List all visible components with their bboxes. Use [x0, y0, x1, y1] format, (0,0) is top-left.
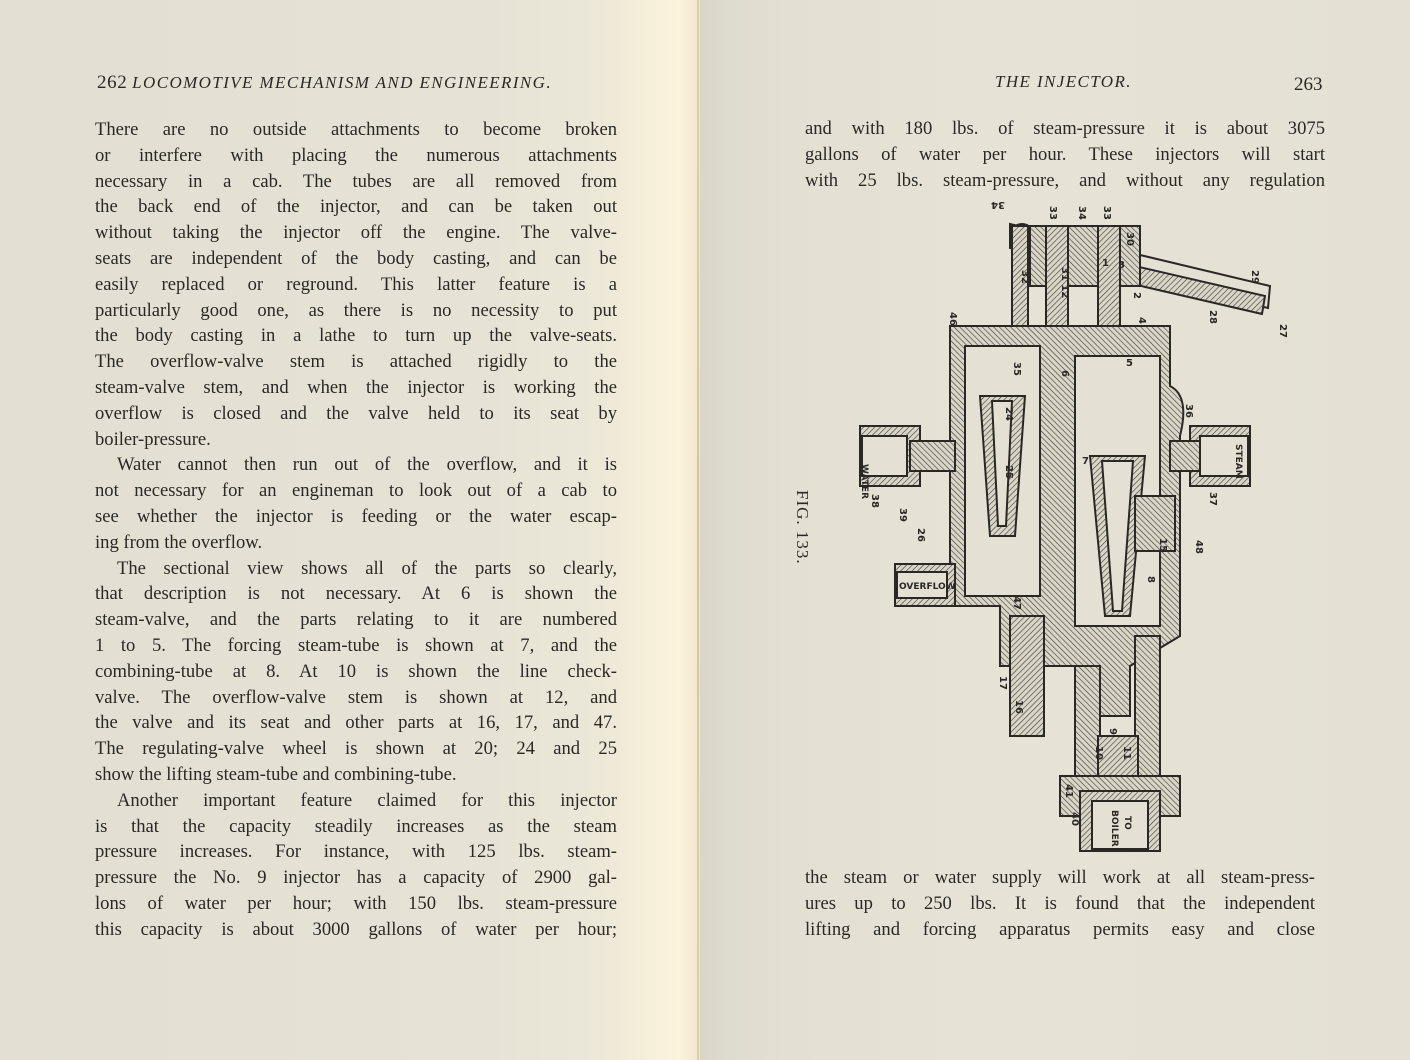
svg-text:9: 9 — [1107, 728, 1118, 735]
right-page-number: 263 — [1294, 74, 1323, 95]
right-running-title: THE INJECTOR. — [995, 72, 1132, 91]
svg-text:31 12: 31 12 — [1059, 267, 1070, 299]
text-line: that description is not necessary. At 6 is shown the — [95, 583, 617, 605]
svg-text:2: 2 — [1131, 292, 1142, 299]
svg-text:1: 1 — [1102, 258, 1109, 269]
svg-text:28: 28 — [1207, 310, 1218, 324]
left-running-title: LOCOMOTIVE MECHANISM AND ENGINEERING. — [132, 73, 552, 92]
svg-text:24: 24 — [1003, 407, 1014, 421]
svg-text:29: 29 — [1249, 270, 1260, 284]
svg-text:33: 33 — [1047, 206, 1058, 220]
figure-caption: FIG. 133. — [793, 490, 812, 565]
svg-text:5: 5 — [1126, 358, 1133, 369]
svg-text:35: 35 — [1011, 362, 1022, 376]
book-gutter — [697, 0, 699, 1060]
to-boiler-label-1: TO — [1122, 816, 1132, 830]
svg-text:3: 3 — [1118, 260, 1125, 271]
text-line: the back end of the injector, and can be taken out — [95, 196, 617, 218]
text-line: steam-valve, and the parts relating to it are numbered — [95, 609, 617, 631]
svg-text:33: 33 — [1101, 206, 1112, 220]
text-line: the valve and its seat and other parts at 16, 17, and 47. — [95, 712, 617, 734]
svg-text:41: 41 — [1063, 784, 1074, 798]
text-line: Water cannot then run out of the overflow, and it is — [117, 454, 617, 476]
text-line: show the lifting steam-tube and combining-tube. — [95, 763, 457, 785]
text-line: ures up to 250 lbs. It is found that the independent — [805, 892, 1315, 914]
svg-text:34: 34 — [991, 199, 1005, 210]
text-line: pressure the No. 9 injector has a capacity of 2900 gal- — [95, 867, 617, 889]
text-line: particularly good one, as there is no necessity to put — [95, 299, 617, 321]
text-line: 1 to 5. The forcing steam-tube is shown at 7, and the — [95, 634, 617, 656]
svg-text:16: 16 — [1013, 700, 1024, 714]
to-boiler-label-2: BOILER — [1109, 810, 1119, 847]
svg-text:27: 27 — [1277, 324, 1288, 338]
text-line: boiler-pressure. — [95, 428, 211, 450]
injector-sectional-diagram — [800, 196, 1320, 856]
text-line: this capacity is about 3000 gallons of water per hour; — [95, 918, 617, 940]
text-line: gallons of water per hour. These injectors will start — [805, 143, 1325, 165]
svg-text:17: 17 — [997, 676, 1008, 690]
svg-text:11: 11 — [1121, 746, 1132, 760]
text-line: overflow is closed and the valve held to its seat by — [95, 402, 617, 424]
left-page-number: 262 — [97, 72, 128, 93]
steam-label: STEAM — [1233, 444, 1243, 479]
text-line: and with 180 lbs. of steam-pressure it is about 3075 — [805, 118, 1325, 139]
svg-text:39: 39 — [897, 508, 908, 522]
text-line: is that the capacity steadily increases as the steam — [95, 815, 617, 837]
svg-text:40: 40 — [1069, 812, 1080, 826]
text-line: the steam or water supply will work at all steam-press- — [805, 867, 1315, 888]
text-line: lifting and forcing apparatus permits easy and close — [805, 918, 1315, 940]
svg-text:34: 34 — [1076, 206, 1087, 220]
text-line: There are no outside attachments to become broken — [95, 119, 617, 140]
right-bottom-text — [805, 865, 1315, 942]
text-line: pressure increases. For instance, with 125 lbs. steam- — [95, 841, 617, 863]
svg-text:38: 38 — [869, 494, 880, 508]
svg-text:36: 36 — [1183, 404, 1194, 418]
water-label: WATER — [859, 464, 869, 500]
text-line: or interfere with placing the numerous attachments — [95, 144, 617, 166]
svg-text:25: 25 — [1003, 465, 1014, 479]
svg-text:32: 32 — [1019, 270, 1030, 284]
text-line: lons of water per hour; with 150 lbs. steam-pressure — [95, 892, 617, 914]
text-line: combining-tube at 8. At 10 is shown the line check- — [95, 660, 617, 682]
svg-text:46: 46 — [947, 312, 958, 326]
text-line: seats are independent of the body casting, and can be — [95, 247, 617, 269]
left-body-text — [95, 117, 617, 943]
text-line: without taking the injector off the engine. The valve- — [95, 222, 617, 244]
right-top-text — [805, 116, 1325, 193]
text-line: valve. The overflow-valve stem is shown at 12, and — [95, 686, 617, 708]
text-line: easily replaced or reground. This latter feature is a — [95, 273, 617, 295]
svg-text:6: 6 — [1059, 370, 1070, 377]
svg-text:10: 10 — [1093, 746, 1104, 760]
text-line: the body casting in a lathe to turn up the valve-seats. — [95, 325, 617, 347]
text-line: steam-valve stem, and when the injector is working the — [95, 376, 617, 398]
left-running-head — [97, 72, 552, 94]
text-line: see whether the injector is feeding or the water escap- — [95, 505, 617, 527]
text-line: Another important feature claimed for this injector — [117, 789, 617, 811]
text-line: necessary in a cab. The tubes are all removed from — [95, 170, 617, 192]
svg-text:30: 30 — [1124, 232, 1135, 246]
svg-text:47: 47 — [1011, 596, 1022, 610]
svg-text:37: 37 — [1207, 492, 1218, 506]
svg-text:7: 7 — [1082, 456, 1089, 467]
text-line: The overflow-valve stem is attached rigidly to the — [95, 351, 617, 373]
svg-text:4: 4 — [1136, 317, 1147, 324]
text-line: The regulating-valve wheel is shown at 20; 24 and 25 — [95, 738, 617, 760]
text-line: The sectional view shows all of the parts so clearly, — [117, 557, 617, 579]
svg-text:26: 26 — [915, 528, 926, 542]
text-line: with 25 lbs. steam-pressure, and without any regulation — [805, 169, 1325, 191]
svg-text:48: 48 — [1193, 540, 1204, 554]
text-line: not necessary for an engineman to look out of a cab to — [95, 480, 617, 502]
text-line: ing from the overflow. — [95, 531, 263, 553]
svg-text:8: 8 — [1145, 576, 1156, 583]
svg-text:15: 15 — [1157, 538, 1168, 552]
overflow-label: OVERFLOW — [899, 582, 956, 592]
